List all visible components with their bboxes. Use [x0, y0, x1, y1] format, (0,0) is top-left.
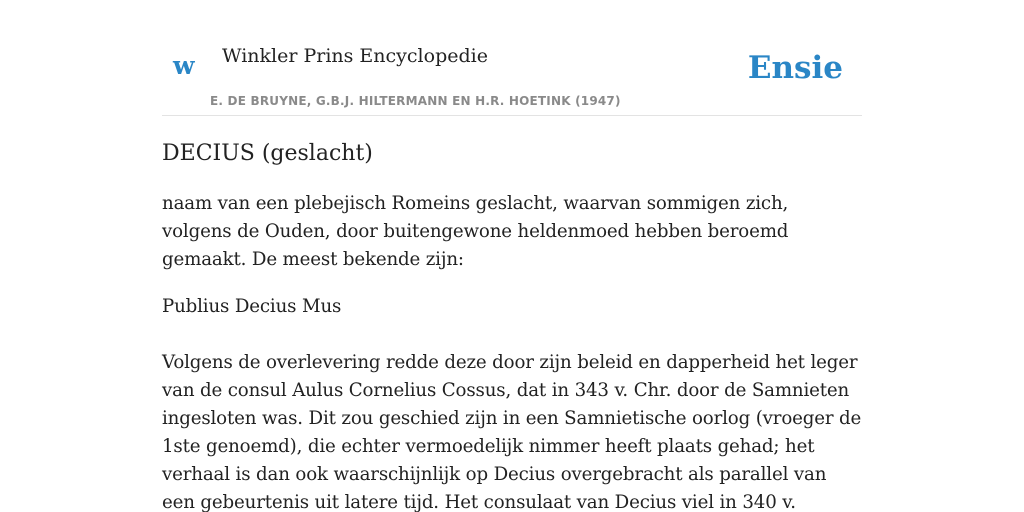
article-content: [162, 138, 862, 512]
article-subheading: Publius Decius Mus: [162, 296, 342, 317]
article-intro-paragraph: naam van een plebejisch Romeins geslacht, waarvan sommigen zich, volgens de Ouden, door buitengewone heldenmoed hebben beroemd gemaakt. De meest bekende zijn:: [162, 193, 789, 270]
article-body-paragraph: Volgens de overlevering redde deze door zijn beleid en dapperheid het leger van de consul Aulus Cornelius Cossus, dat in 343 v. Chr. door de Samnieten ingesloten was. Dit zou geschied zijn in een Samnietische oorlog (vroeger de 1ste genoemd), die echter vermoedelijk nimmer heeft plaats gehad; het verhaal is dan ook waarschijnlijk op Decius overgebracht als parallel van een gebeurtenis uit latere tijd. Het consulaat van Decius viel in 340 v.: [162, 352, 862, 512]
site-header: [162, 0, 862, 116]
encyclopedia-authors: E. DE BRUYNE, G.B.J. HILTERMANN EN H.R. HOETINK (1947): [210, 94, 621, 108]
winkler-prins-logo-icon[interactable]: w: [173, 51, 195, 80]
ensie-brand-logo[interactable]: Ensie: [747, 50, 843, 86]
encyclopedia-title-link[interactable]: Winkler Prins Encyclopedie: [222, 45, 488, 67]
article-title: DECIUS (geslacht): [162, 141, 373, 166]
